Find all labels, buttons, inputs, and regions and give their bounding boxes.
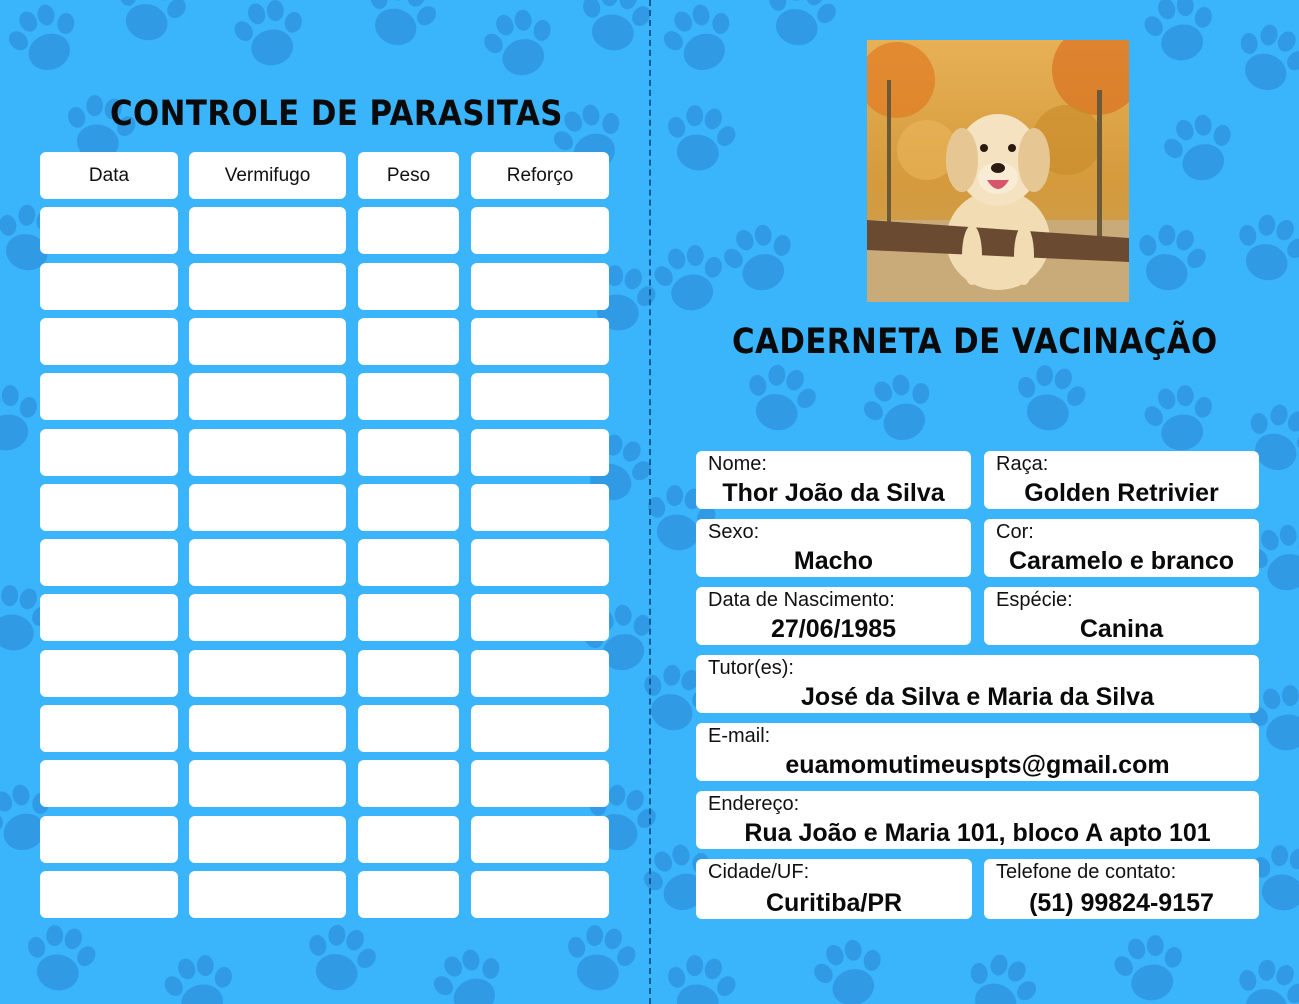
table-cell-vermifugo[interactable] (189, 816, 346, 863)
field-sexo-value: Macho (793, 547, 874, 575)
paw-print-icon (1137, 379, 1222, 456)
table-cell-data[interactable] (40, 429, 178, 476)
table-cell-peso[interactable] (358, 816, 459, 863)
paw-print-icon (1225, 15, 1299, 102)
field-tutores (696, 655, 1259, 713)
table-cell-vermifugo[interactable] (189, 594, 346, 641)
table-cell-reforco[interactable] (471, 594, 609, 641)
field-endereco-value: Rua João e Maria 101, bloco A apto 101 (744, 819, 1211, 847)
table-cell-vermifugo[interactable] (189, 207, 346, 254)
table-cell-data[interactable] (40, 816, 178, 863)
table-cell-vermifugo[interactable] (189, 760, 346, 807)
paw-print-icon (0, 0, 90, 81)
table-cell-peso[interactable] (358, 871, 459, 918)
column-header-data: Data (40, 152, 178, 199)
fold-line (649, 0, 651, 1004)
table-cell-reforco[interactable] (471, 650, 609, 697)
dog-photo (867, 40, 1129, 302)
table-cell-vermifugo[interactable] (189, 539, 346, 586)
table-cell-peso[interactable] (358, 760, 459, 807)
paw-print-icon (647, 239, 732, 316)
paw-print-icon (157, 949, 242, 1004)
paw-print-icon (296, 917, 385, 999)
table-cell-data[interactable] (40, 484, 178, 531)
vaccination-card-title: CADERNETA DE VACINAÇÃO (732, 322, 1218, 362)
table-cell-peso[interactable] (358, 484, 459, 531)
table-cell-reforco[interactable] (471, 318, 609, 365)
table-cell-data[interactable] (40, 650, 178, 697)
paw-print-icon (18, 919, 103, 996)
field-cor-value: Caramelo e branco (1008, 547, 1235, 575)
table-cell-reforco[interactable] (471, 263, 609, 310)
field-especie-label: Espécie: (996, 589, 1073, 611)
table-cell-data[interactable] (40, 760, 178, 807)
field-sexo-label: Sexo: (708, 521, 760, 543)
table-cell-peso[interactable] (358, 263, 459, 310)
field-sexo (696, 519, 971, 577)
field-telefone-label: Telefone de contato: (996, 861, 1177, 883)
paw-print-icon (1155, 107, 1244, 189)
table-cell-reforco[interactable] (471, 816, 609, 863)
table-cell-data[interactable] (40, 263, 178, 310)
table-cell-peso[interactable] (358, 318, 459, 365)
field-nascimento-label: Data de Nascimento: (708, 589, 895, 611)
table-cell-peso[interactable] (358, 429, 459, 476)
field-especie-value: Canina (1079, 615, 1164, 643)
table-cell-data[interactable] (40, 594, 178, 641)
paw-print-icon (715, 217, 804, 299)
field-cor (984, 519, 1259, 577)
paw-print-icon (1126, 217, 1215, 299)
field-endereco-label: Endereço: (708, 793, 800, 815)
field-tutores-label: Tutor(es): (708, 657, 794, 679)
paw-print-icon (805, 932, 894, 1004)
field-tutores-value: José da Silva e Maria da Silva (801, 683, 1154, 711)
field-cidade-value: Curitiba/PR (765, 889, 903, 917)
field-nascimento (696, 587, 971, 645)
paw-print-icon (736, 357, 825, 439)
field-telefone-value: (51) 99824-9157 (1029, 889, 1214, 917)
table-cell-reforco[interactable] (471, 705, 609, 752)
paw-print-icon (558, 919, 643, 996)
paw-print-icon (227, 0, 312, 71)
paw-print-icon (1008, 359, 1093, 436)
field-cidade (696, 859, 972, 919)
table-cell-vermifugo[interactable] (189, 373, 346, 420)
field-raca (984, 451, 1259, 509)
table-cell-data[interactable] (40, 318, 178, 365)
field-telefone (984, 859, 1259, 919)
paw-print-icon (658, 99, 743, 176)
golden-retriever-photo-icon (867, 40, 1129, 302)
paw-print-icon (1226, 207, 1299, 289)
paw-print-icon (853, 365, 945, 452)
column-header-peso: Peso (358, 152, 459, 199)
paw-print-icon (475, 2, 564, 84)
table-cell-vermifugo[interactable] (189, 484, 346, 531)
field-nome-label: Nome: (708, 453, 767, 475)
paw-print-icon (1107, 929, 1192, 1004)
table-cell-reforco[interactable] (471, 871, 609, 918)
table-cell-data[interactable] (40, 539, 178, 586)
table-cell-data[interactable] (40, 871, 178, 918)
table-cell-reforco[interactable] (471, 207, 609, 254)
field-nome (696, 451, 971, 509)
table-cell-reforco[interactable] (471, 484, 609, 531)
table-cell-peso[interactable] (358, 207, 459, 254)
table-cell-reforco[interactable] (471, 373, 609, 420)
paw-print-icon (955, 945, 1047, 1004)
field-nascimento-value: 27/06/1985 (770, 615, 897, 643)
field-nome-value: Thor João da Silva (722, 479, 945, 507)
paw-print-icon (1226, 952, 1299, 1004)
table-cell-reforco[interactable] (471, 760, 609, 807)
table-cell-reforco[interactable] (471, 429, 609, 476)
table-cell-data[interactable] (40, 207, 178, 254)
field-email-label: E-mail: (708, 725, 771, 747)
field-especie (984, 587, 1259, 645)
table-cell-peso[interactable] (358, 539, 459, 586)
paw-print-icon (355, 0, 447, 56)
table-cell-peso[interactable] (358, 594, 459, 641)
table-cell-data[interactable] (40, 705, 178, 752)
column-header-vermifugo: Vermifugo (189, 152, 346, 199)
table-cell-vermifugo[interactable] (189, 650, 346, 697)
paw-print-icon (756, 0, 845, 54)
paw-print-icon (1137, 0, 1222, 66)
field-email (696, 723, 1259, 781)
paw-print-icon (106, 0, 195, 49)
table-cell-vermifugo[interactable] (189, 263, 346, 310)
field-raca-label: Raça: (996, 453, 1049, 475)
parasite-control-title: CONTROLE DE PARASITAS (110, 94, 563, 134)
table-cell-peso[interactable] (358, 650, 459, 697)
paw-print-icon (653, 0, 745, 81)
table-cell-vermifugo[interactable] (189, 429, 346, 476)
field-raca-value: Golden Retrivier (1024, 479, 1219, 507)
table-cell-vermifugo[interactable] (189, 318, 346, 365)
table-cell-peso[interactable] (358, 705, 459, 752)
paw-print-icon (658, 949, 743, 1004)
table-cell-vermifugo[interactable] (189, 705, 346, 752)
table-cell-vermifugo[interactable] (189, 871, 346, 918)
field-cidade-label: Cidade/UF: (708, 861, 810, 883)
field-email-value: euamomutimeuspts@gmail.com (785, 751, 1170, 779)
table-cell-peso[interactable] (358, 373, 459, 420)
field-endereco (696, 791, 1259, 849)
table-cell-reforco[interactable] (471, 539, 609, 586)
field-cor-label: Cor: (996, 521, 1034, 543)
column-header-reforco: Reforço (471, 152, 609, 199)
paw-print-icon (423, 940, 515, 1004)
table-cell-data[interactable] (40, 373, 178, 420)
paw-print-icon (573, 0, 658, 56)
